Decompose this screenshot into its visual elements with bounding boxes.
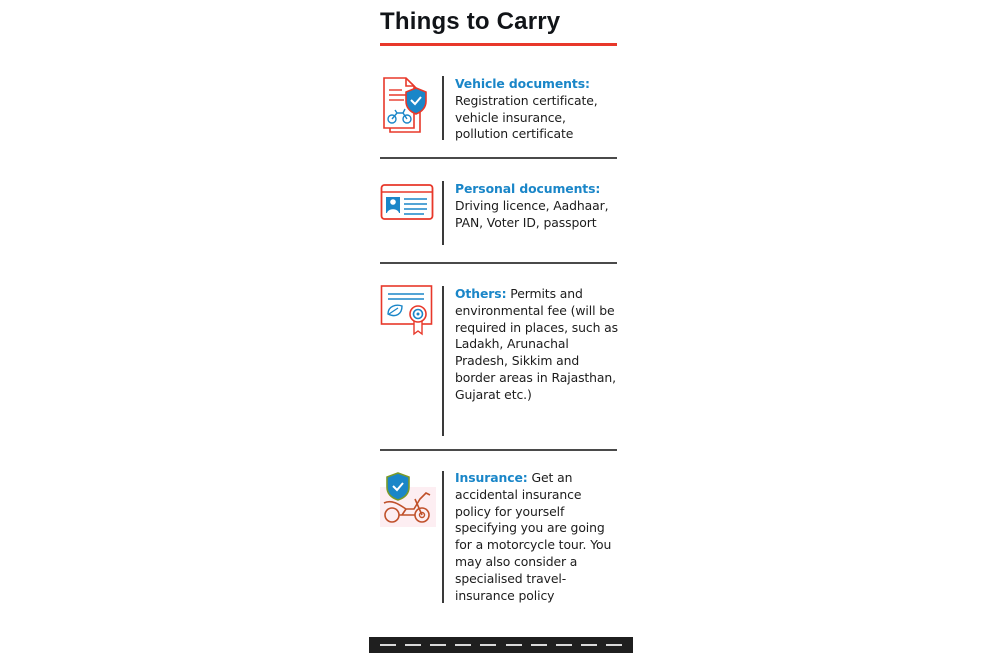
road-dash	[606, 644, 622, 646]
road-dash	[380, 644, 396, 646]
certificate-icon	[380, 284, 436, 344]
insured-motorcycle-icon	[380, 469, 436, 529]
section-divider	[380, 449, 617, 451]
section-insurance	[380, 465, 617, 625]
road-dash	[506, 644, 522, 646]
road-dash	[430, 644, 446, 646]
vehicle-documents-icon	[380, 74, 436, 136]
section-others	[380, 280, 617, 440]
section-heading: Vehicle documents:	[455, 76, 590, 91]
road-dash	[556, 644, 572, 646]
road-dash	[405, 644, 421, 646]
section-divider	[380, 262, 617, 264]
road-dash	[480, 644, 496, 646]
road-dash	[581, 644, 597, 646]
id-card-icon	[380, 183, 436, 223]
section-text	[455, 470, 620, 604]
section-body: Permits and environmental fee (will be required in places, such as Ladakh, Arunachal Pradesh, Sikkim and border areas in Rajasthan, Gujarat etc.)	[455, 286, 619, 402]
section-body: Registration certificate, vehicle insurance, pollution certificate	[455, 92, 598, 142]
section-heading: Others:	[455, 286, 507, 301]
section-personal-documents	[380, 175, 617, 250]
section-text	[455, 181, 620, 231]
vertical-separator	[442, 471, 444, 603]
section-body: Driving licence, Aadhaar, PAN, Voter ID, passport	[455, 197, 609, 230]
section-body: Get an accidental insurance policy for yourself specifying you are going for a motorcycle tour. You may also consider a specialised travel-insurance policy	[455, 470, 612, 603]
section-divider	[380, 157, 617, 159]
road-strip-decoration	[369, 637, 633, 653]
section-vehicle-documents	[380, 70, 617, 145]
section-text	[455, 76, 620, 143]
vertical-separator	[442, 181, 444, 245]
road-dash	[455, 644, 471, 646]
page-title: Things to Carry	[380, 8, 561, 35]
section-text	[455, 286, 620, 404]
section-heading: Insurance:	[455, 470, 528, 485]
vertical-separator	[442, 76, 444, 140]
vertical-separator	[442, 286, 444, 436]
infographic-panel	[369, 0, 633, 667]
title-underline	[380, 43, 617, 46]
section-heading: Personal documents:	[455, 181, 601, 196]
road-dash	[531, 644, 547, 646]
